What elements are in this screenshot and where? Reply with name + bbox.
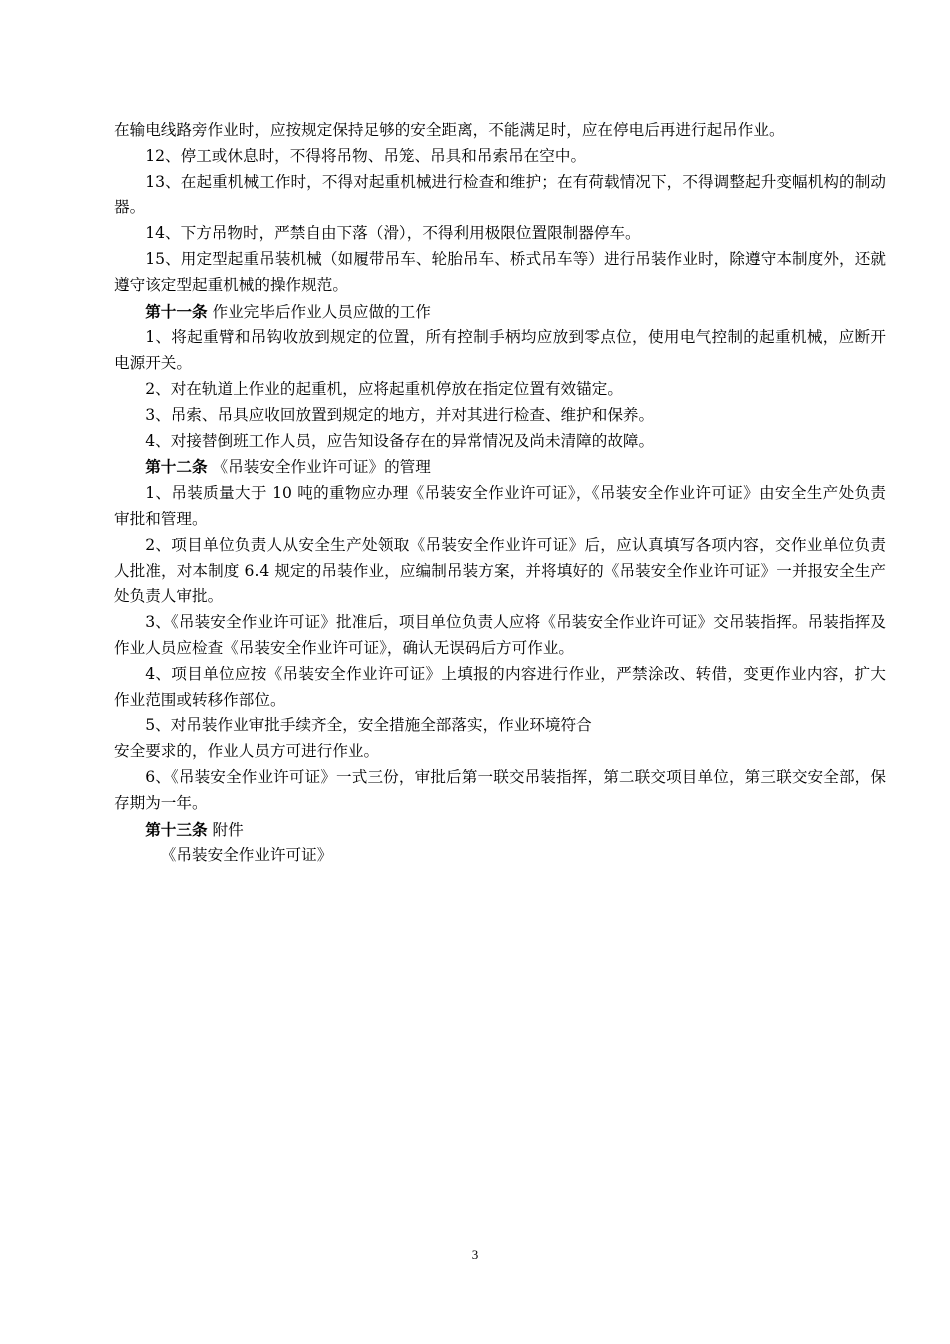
paragraph-item-15: 15、用定型起重吊装机械（如履带吊车、轮胎吊车、桥式吊车等）进行吊装作业时，除遵守本制度外，还就遵守该定型起重机械的操作规范。: [114, 249, 886, 294]
paragraph: 在输电线路旁作业时，应按规定保持足够的安全距离，不能满足时，应在停电后再进行起吊作业。: [114, 121, 785, 139]
page-number: 3: [471, 1247, 479, 1262]
article-13-title: 附件: [207, 820, 244, 839]
article-11-number: 第十一条: [145, 301, 208, 321]
attachment-name: 《吊装安全作业许可证》: [160, 846, 333, 865]
paragraph-item: 2、项目单位负责人从安全生产处领取《吊装安全作业许可证》后，应认真填写各项内容，交作业单位负责人批准，对本制度 6.4 规定的吊装作业，应编制吊装方案，并将填好的《吊装安全作业许可证》一并报安全生产处负责人审批。: [114, 535, 886, 606]
paragraph-continuation: 安全要求的，作业人员方可进行作业。: [114, 742, 380, 761]
paragraph-item-14: 14、下方吊物时，严禁自由下落（滑），不得利用极限位置限制器停车。: [145, 224, 641, 243]
paragraph-item: 5、对吊装作业审批手续齐全，安全措施全部落实，作业环境符合: [145, 716, 592, 735]
paragraph-item-13: 13、在起重机械工作时，不得对起重机械进行检查和维护；在有荷载情况下，不得调整起升变幅机构的制动器。: [114, 172, 886, 217]
document-body: [114, 118, 886, 869]
article-13-number: 第十三条: [145, 819, 208, 839]
paragraph-item: 6、《吊装安全作业许可证》一式三份，审批后第一联交吊装指挥，第二联交项目单位，第三联交安全部，保存期为一年。: [114, 767, 886, 812]
article-12-number: 第十二条: [145, 457, 208, 477]
article-11-title: 作业完毕后作业人员应做的工作: [207, 302, 431, 321]
paragraph-item: 4、项目单位应按《吊装安全作业许可证》上填报的内容进行作业，严禁涂改、转借，变更作业内容，扩大作业范围或转移作部位。: [114, 664, 886, 709]
paragraph-item: 2、对在轨道上作业的起重机，应将起重机停放在指定位置有效锚定。: [145, 379, 623, 398]
paragraph-item: 3、《吊装安全作业许可证》批准后，项目单位负责人应将《吊装安全作业许可证》交吊装指挥。吊装指挥及作业人员应检查《吊装安全作业许可证》，确认无误码后方可作业。: [114, 613, 886, 657]
paragraph-item: 1、将起重臂和吊钩收放到规定的位置，所有控制手柄均应放到零点位，使用电气控制的起重机械，应断开电源开关。: [114, 328, 886, 373]
article-11-heading: [114, 299, 886, 326]
paragraph-item: 4、对接替倒班工作人员，应告知设备存在的异常情况及尚未清障的故障。: [145, 431, 655, 450]
article-12-title: 《吊装安全作业许可证》的管理: [207, 458, 431, 477]
paragraph-item-12: 12、停工或休息时，不得将吊物、吊笼、吊具和吊索吊在空中。: [145, 146, 587, 165]
paragraph-item: 1、吊装质量大于 10 吨的重物应办理《吊装安全作业许可证》，《吊装安全作业许可证》由安全生产处负责审批和管理。: [114, 484, 886, 528]
paragraph-item: 3、吊索、吊具应收回放置到规定的地方，并对其进行检查、维护和保养。: [145, 405, 655, 424]
article-13-heading: [114, 817, 886, 844]
article-12-heading: [114, 454, 886, 481]
